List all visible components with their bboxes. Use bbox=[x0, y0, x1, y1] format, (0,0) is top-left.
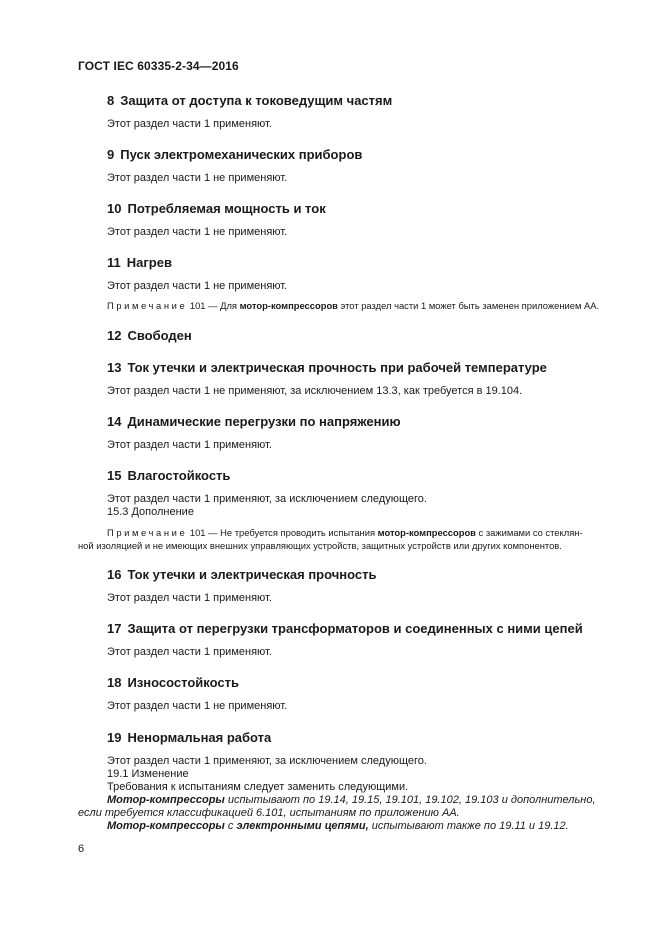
test-paragraph-electronic: Мотор-компрессоры с электронными цепями, испытывают также по 19.11 и 19.12. bbox=[107, 820, 569, 832]
section-text: Этот раздел части 1 не применяют. bbox=[107, 700, 288, 712]
section-heading: 11 Нагрев bbox=[107, 255, 172, 270]
subsection-label: 15.3 Дополнение bbox=[107, 506, 194, 518]
section-heading: 12 Свободен bbox=[107, 328, 192, 343]
section-heading: 16 Ток утечки и электрическая прочность bbox=[107, 567, 377, 582]
section-heading: 17 Защита от перегрузки трансформаторов и соединенных с ними цепей bbox=[107, 621, 583, 636]
section-heading: 19 Ненормальная работа bbox=[107, 730, 272, 745]
section-text: Этот раздел части 1 применяют. bbox=[107, 118, 272, 130]
requirement-text: Требования к испытаниям следует заменить следующими. bbox=[107, 781, 409, 793]
section-text: Этот раздел части 1 применяют, за исключением следующего. bbox=[107, 755, 427, 767]
section-text: Этот раздел части 1 применяют, за исключением следующего. bbox=[107, 493, 427, 505]
section-17 bbox=[78, 621, 618, 659]
section-heading: 8 Защита от доступа к токоведущим частям bbox=[107, 93, 393, 108]
note: Примечание 101 — Для мотор-компрессоров этот раздел части 1 может быть заменен приложением АА. bbox=[107, 300, 600, 311]
section-16 bbox=[78, 567, 618, 605]
section-heading: 10 Потребляемая мощность и ток bbox=[107, 201, 326, 216]
section-text: Этот раздел части 1 не применяют. bbox=[107, 280, 288, 292]
section-12 bbox=[78, 328, 618, 344]
section-11 bbox=[78, 255, 618, 312]
section-text: Этот раздел части 1 применяют. bbox=[107, 646, 272, 658]
section-text: Этот раздел части 1 применяют. bbox=[107, 439, 272, 451]
section-13 bbox=[78, 360, 618, 398]
document-header: ГОСТ IEC 60335-2-34—2016 bbox=[78, 59, 239, 73]
section-19 bbox=[78, 730, 618, 833]
section-15 bbox=[78, 468, 618, 552]
section-text: Этот раздел части 1 применяют. bbox=[107, 592, 272, 604]
section-14 bbox=[78, 414, 618, 452]
page-number: 6 bbox=[78, 843, 85, 855]
section-heading: 15 Влагостойкость bbox=[107, 468, 231, 483]
section-10 bbox=[78, 201, 618, 239]
subsection-label: 19.1 Изменение bbox=[107, 768, 189, 780]
section-heading: 9 Пуск электромеханических приборов bbox=[107, 147, 363, 162]
test-paragraph: Мотор-компрессоры испытывают по 19.14, 19.15, 19.101, 19.102, 19.103 и дополнительно, если требуется классификацией 6.101, испытаниям по приложению АА. bbox=[78, 794, 596, 819]
section-heading: 13 Ток утечки и электрическая прочность при рабочей температуре bbox=[107, 360, 547, 375]
note: Примечание 101 — Не требуется проводить испытания мотор-компрессоров с зажимами со стеклян- ной изоляцией и не имеющих внешних управляющих устройств, защитных устройств или других компонентов. bbox=[78, 527, 583, 551]
section-18 bbox=[78, 675, 618, 713]
section-text: Этот раздел части 1 не применяют. bbox=[107, 226, 288, 238]
section-9 bbox=[78, 147, 618, 185]
section-heading: 14 Динамические перегрузки по напряжению bbox=[107, 414, 401, 429]
section-heading: 18 Износостойкость bbox=[107, 675, 239, 690]
section-8 bbox=[78, 93, 618, 131]
section-text: Этот раздел части 1 не применяют. bbox=[107, 172, 288, 184]
section-text: Этот раздел части 1 не применяют, за исключением 13.3, как требуется в 19.104. bbox=[107, 385, 523, 397]
